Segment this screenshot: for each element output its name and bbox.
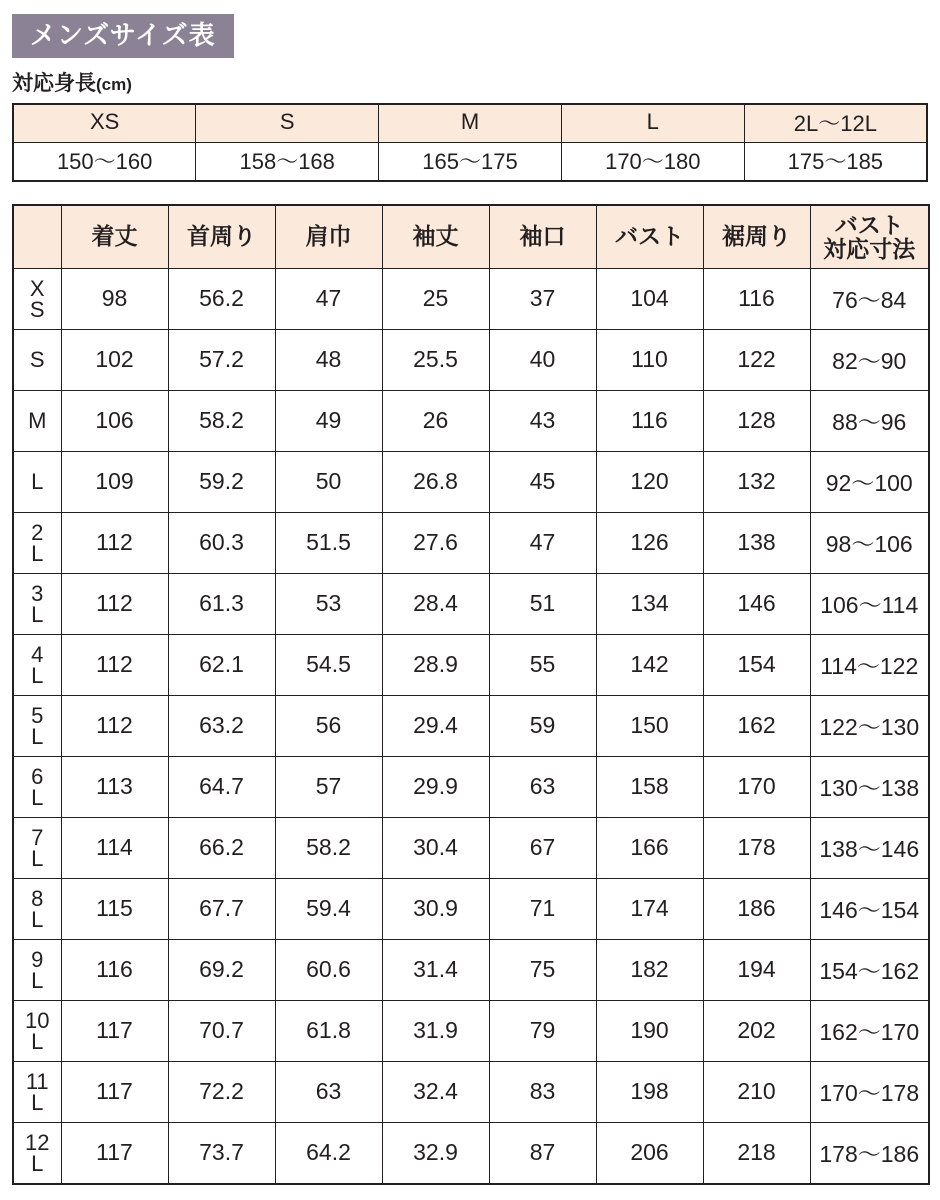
row-size-label-line2: L	[31, 1150, 44, 1176]
col-header-sodeguchi: 袖口	[489, 205, 596, 269]
measurement-table-body	[13, 268, 929, 1184]
row-size-label-line1: 6	[31, 763, 44, 789]
table-cell: 122	[703, 329, 810, 390]
height-value-s: 158～168	[196, 142, 379, 181]
table-cell: 61.8	[275, 1000, 382, 1061]
table-cell: 29.9	[382, 756, 489, 817]
table-cell: 154～162	[810, 939, 929, 1000]
table-cell: 138	[703, 512, 810, 573]
row-size-label-line1: S	[29, 347, 45, 373]
row-size-label-line1: L	[31, 469, 44, 495]
height-col-s: S	[196, 104, 379, 143]
table-cell: 67.7	[168, 878, 275, 939]
table-cell: 64.2	[275, 1122, 382, 1184]
table-cell: 28.4	[382, 573, 489, 634]
row-size-label-line2: L	[31, 1028, 44, 1054]
table-cell: 115	[61, 878, 168, 939]
table-cell: 98	[61, 268, 168, 329]
table-cell: 112	[61, 634, 168, 695]
table-cell: 60.3	[168, 512, 275, 573]
table-cell: 37	[489, 268, 596, 329]
table-cell: 146	[703, 573, 810, 634]
table-cell: 61.3	[168, 573, 275, 634]
table-cell: 32.9	[382, 1122, 489, 1184]
height-value-l: 170～180	[561, 142, 744, 181]
table-cell: 198	[596, 1061, 703, 1122]
table-cell: 218	[703, 1122, 810, 1184]
table-cell: 98～106	[810, 512, 929, 573]
table-row	[13, 573, 929, 634]
height-section-heading-text: 対応身長	[12, 71, 96, 95]
table-cell: 29.4	[382, 695, 489, 756]
table-cell: 114	[61, 817, 168, 878]
table-cell: 75	[489, 939, 596, 1000]
table-cell: 57.2	[168, 329, 275, 390]
table-cell: 102	[61, 329, 168, 390]
table-cell: 59.2	[168, 451, 275, 512]
height-value-xs: 150～160	[13, 142, 196, 181]
row-size-label-line2: L	[31, 906, 44, 932]
table-cell: 83	[489, 1061, 596, 1122]
height-section-unit: (cm)	[96, 74, 132, 94]
table-cell: 109	[61, 451, 168, 512]
col-header-katahaba: 肩巾	[275, 205, 382, 269]
table-cell: 134	[596, 573, 703, 634]
table-cell: 92～100	[810, 451, 929, 512]
row-size-label-line2: L	[31, 784, 44, 810]
col-header-bust-taiou-sunpou-line1: バスト	[834, 211, 904, 238]
table-cell: 117	[61, 1122, 168, 1184]
row-size-label-line1: 2	[31, 519, 44, 545]
table-cell: 114～122	[810, 634, 929, 695]
table-cell: 72.2	[168, 1061, 275, 1122]
table-cell: 62.1	[168, 634, 275, 695]
table-cell: 117	[61, 1061, 168, 1122]
table-cell: 122～130	[810, 695, 929, 756]
row-size-label-line2: L	[31, 601, 44, 627]
measurement-table	[12, 204, 930, 1185]
table-cell: 25	[382, 268, 489, 329]
table-row	[13, 817, 929, 878]
row-size-label	[13, 1122, 61, 1184]
table-cell: 31.9	[382, 1000, 489, 1061]
table-cell: 63	[275, 1061, 382, 1122]
table-cell: 66.2	[168, 817, 275, 878]
table-cell: 130～138	[810, 756, 929, 817]
table-cell: 53	[275, 573, 382, 634]
table-cell: 59	[489, 695, 596, 756]
height-col-m: M	[379, 104, 562, 143]
table-row	[13, 1122, 929, 1184]
table-cell: 26	[382, 390, 489, 451]
row-size-label	[13, 1061, 61, 1122]
row-size-label-line2: S	[29, 296, 45, 322]
table-row	[13, 268, 929, 329]
table-cell: 202	[703, 1000, 810, 1061]
table-cell: 116	[61, 939, 168, 1000]
table-cell: 76～84	[810, 268, 929, 329]
table-cell: 116	[596, 390, 703, 451]
table-cell: 174	[596, 878, 703, 939]
row-size-label-line1: 7	[31, 824, 44, 850]
row-size-label-line1: 10	[25, 1007, 50, 1033]
col-header-bust-taiou-sunpou	[810, 205, 929, 269]
table-cell: 55	[489, 634, 596, 695]
table-cell: 162	[703, 695, 810, 756]
col-header-susomawari: 裾周り	[703, 205, 810, 269]
table-cell: 132	[703, 451, 810, 512]
row-size-label	[13, 329, 61, 390]
row-size-label	[13, 573, 61, 634]
row-size-label-line1: M	[28, 408, 47, 434]
height-section-heading	[12, 72, 928, 95]
table-cell: 31.4	[382, 939, 489, 1000]
height-col-xs: XS	[13, 104, 196, 143]
row-size-label-line2: L	[31, 967, 44, 993]
col-header-kitake: 着丈	[61, 205, 168, 269]
table-cell: 88～96	[810, 390, 929, 451]
table-cell: 58.2	[168, 390, 275, 451]
table-cell: 190	[596, 1000, 703, 1061]
col-header-sodetake: 袖丈	[382, 205, 489, 269]
height-table-header-row	[13, 104, 927, 143]
table-cell: 82～90	[810, 329, 929, 390]
table-cell: 59.4	[275, 878, 382, 939]
table-cell: 63.2	[168, 695, 275, 756]
row-size-label	[13, 817, 61, 878]
table-cell: 87	[489, 1122, 596, 1184]
table-cell: 162～170	[810, 1000, 929, 1061]
row-size-label	[13, 634, 61, 695]
table-cell: 112	[61, 512, 168, 573]
row-size-label	[13, 939, 61, 1000]
table-cell: 49	[275, 390, 382, 451]
table-cell: 182	[596, 939, 703, 1000]
table-cell: 32.4	[382, 1061, 489, 1122]
height-col-2l-12l: 2L～12L	[744, 104, 927, 143]
table-cell: 117	[61, 1000, 168, 1061]
table-cell: 154	[703, 634, 810, 695]
table-cell: 69.2	[168, 939, 275, 1000]
row-size-label-line1: 9	[31, 946, 44, 972]
table-cell: 56.2	[168, 268, 275, 329]
table-cell: 126	[596, 512, 703, 573]
table-cell: 112	[61, 573, 168, 634]
table-cell: 58.2	[275, 817, 382, 878]
measurement-corner-cell	[13, 205, 61, 269]
table-cell: 79	[489, 1000, 596, 1061]
row-size-label-line2: L	[31, 662, 44, 688]
table-cell: 150	[596, 695, 703, 756]
table-cell: 51	[489, 573, 596, 634]
table-cell: 67	[489, 817, 596, 878]
row-size-label-line1: 8	[31, 885, 44, 911]
table-cell: 206	[596, 1122, 703, 1184]
table-row	[13, 634, 929, 695]
table-row	[13, 878, 929, 939]
table-cell: 158	[596, 756, 703, 817]
row-size-label	[13, 695, 61, 756]
height-table	[12, 103, 928, 182]
table-cell: 25.5	[382, 329, 489, 390]
table-cell: 116	[703, 268, 810, 329]
table-cell: 73.7	[168, 1122, 275, 1184]
table-cell: 128	[703, 390, 810, 451]
row-size-label	[13, 756, 61, 817]
table-cell: 30.9	[382, 878, 489, 939]
row-size-label	[13, 878, 61, 939]
table-row	[13, 390, 929, 451]
table-cell: 178	[703, 817, 810, 878]
col-header-kubimawari: 首周り	[168, 205, 275, 269]
table-cell: 45	[489, 451, 596, 512]
table-cell: 51.5	[275, 512, 382, 573]
table-row	[13, 1061, 929, 1122]
table-cell: 30.4	[382, 817, 489, 878]
table-cell: 57	[275, 756, 382, 817]
table-cell: 110	[596, 329, 703, 390]
table-cell: 194	[703, 939, 810, 1000]
row-size-label	[13, 1000, 61, 1061]
table-row	[13, 939, 929, 1000]
row-size-label-line2: L	[31, 723, 44, 749]
table-cell: 170	[703, 756, 810, 817]
table-cell: 63	[489, 756, 596, 817]
table-cell: 142	[596, 634, 703, 695]
table-row	[13, 512, 929, 573]
table-cell: 106～114	[810, 573, 929, 634]
table-cell: 113	[61, 756, 168, 817]
table-cell: 112	[61, 695, 168, 756]
col-header-bust: バスト	[596, 205, 703, 269]
table-cell: 40	[489, 329, 596, 390]
table-cell: 71	[489, 878, 596, 939]
table-cell: 120	[596, 451, 703, 512]
row-size-label-line1: 4	[31, 641, 44, 667]
table-cell: 56	[275, 695, 382, 756]
row-size-label	[13, 390, 61, 451]
row-size-label-line1: X	[29, 275, 45, 301]
table-cell: 27.6	[382, 512, 489, 573]
table-cell: 50	[275, 451, 382, 512]
table-cell: 60.6	[275, 939, 382, 1000]
table-cell: 43	[489, 390, 596, 451]
table-cell: 166	[596, 817, 703, 878]
height-value-2l-12l: 175～185	[744, 142, 927, 181]
row-size-label	[13, 512, 61, 573]
row-size-label-line2: L	[31, 845, 44, 871]
table-cell: 47	[489, 512, 596, 573]
row-size-label	[13, 268, 61, 329]
row-size-label-line1: 3	[31, 580, 44, 606]
table-row	[13, 1000, 929, 1061]
row-size-label-line1: 12	[25, 1129, 50, 1155]
table-row	[13, 329, 929, 390]
table-cell: 178～186	[810, 1122, 929, 1184]
table-cell: 186	[703, 878, 810, 939]
table-cell: 47	[275, 268, 382, 329]
row-size-label-line2: L	[31, 1089, 44, 1115]
height-col-l: L	[561, 104, 744, 143]
measurement-section	[12, 204, 928, 1185]
page-title: メンズサイズ表	[12, 14, 234, 58]
table-row	[13, 451, 929, 512]
row-size-label-line1: 11	[25, 1068, 49, 1094]
height-table-row	[13, 142, 927, 181]
table-row	[13, 695, 929, 756]
table-cell: 70.7	[168, 1000, 275, 1061]
row-size-label	[13, 451, 61, 512]
table-cell: 64.7	[168, 756, 275, 817]
table-cell: 106	[61, 390, 168, 451]
table-row	[13, 756, 929, 817]
table-cell: 104	[596, 268, 703, 329]
table-cell: 54.5	[275, 634, 382, 695]
col-header-bust-taiou-sunpou-line2: 対応寸法	[823, 235, 916, 262]
row-size-label-line1: 5	[31, 702, 44, 728]
height-value-m: 165～175	[379, 142, 562, 181]
table-cell: 28.9	[382, 634, 489, 695]
row-size-label-line2: L	[31, 540, 44, 566]
table-cell: 138～146	[810, 817, 929, 878]
table-cell: 146～154	[810, 878, 929, 939]
table-cell: 26.8	[382, 451, 489, 512]
table-cell: 48	[275, 329, 382, 390]
table-cell: 170～178	[810, 1061, 929, 1122]
measurement-header-row	[13, 205, 929, 269]
table-cell: 210	[703, 1061, 810, 1122]
